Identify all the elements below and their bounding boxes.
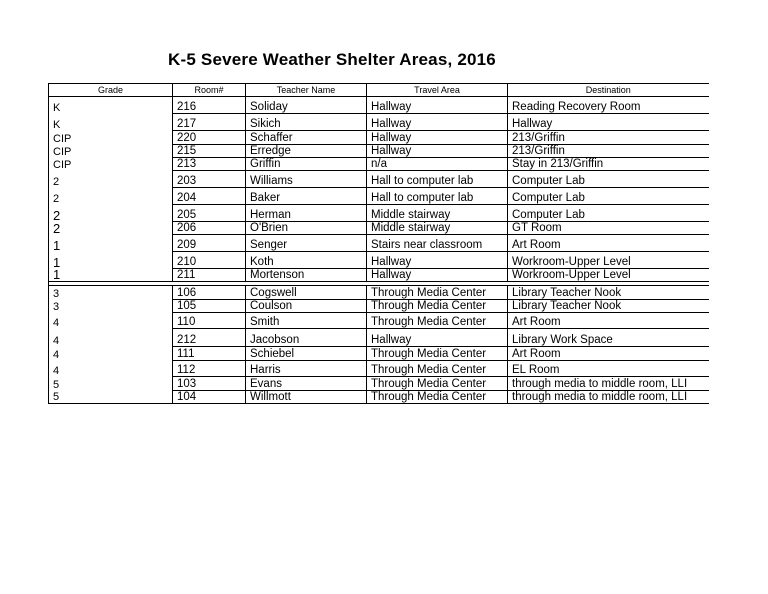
travel-area-cell: Hallway xyxy=(367,269,508,282)
destination-cell: Reading Recovery Room xyxy=(508,97,709,114)
teacher-cell: Harris xyxy=(246,361,367,377)
travel-area-cell: Through Media Center xyxy=(367,300,508,313)
destination-cell: Workroom-Upper Level xyxy=(508,269,709,282)
room-cell: 105 xyxy=(173,300,246,313)
room-cell: 220 xyxy=(173,131,246,145)
grade-cell: 4 xyxy=(49,361,173,377)
destination-cell: Computer Lab xyxy=(508,171,709,188)
grade-cell: 5 xyxy=(49,377,173,391)
teacher-cell: Herman xyxy=(246,205,367,222)
travel-area-cell: Through Media Center xyxy=(367,361,508,377)
travel-area-cell: Hallway xyxy=(367,97,508,114)
travel-area-cell: Hallway xyxy=(367,252,508,269)
teacher-cell: Cogswell xyxy=(246,286,367,300)
teacher-cell: Evans xyxy=(246,377,367,391)
grade-cell: 1 xyxy=(49,269,173,282)
room-cell: 210 xyxy=(173,252,246,269)
room-cell: 205 xyxy=(173,205,246,222)
destination-cell: Hallway xyxy=(508,114,709,131)
grade-cell: K xyxy=(49,97,173,114)
teacher-cell: Jacobson xyxy=(246,329,367,347)
grade-cell: 4 xyxy=(49,329,173,347)
teacher-cell: Willmott xyxy=(246,391,367,404)
destination-cell: Library Teacher Nook xyxy=(508,300,709,313)
travel-area-cell: Hall to computer lab xyxy=(367,171,508,188)
room-cell: 112 xyxy=(173,361,246,377)
travel-area-cell: Middle stairway xyxy=(367,205,508,222)
destination-cell: Computer Lab xyxy=(508,205,709,222)
destination-cell: GT Room xyxy=(508,222,709,235)
destination-cell: Workroom-Upper Level xyxy=(508,252,709,269)
travel-area-cell: n/a xyxy=(367,158,508,171)
travel-area-cell: Hallway xyxy=(367,329,508,347)
room-cell: 103 xyxy=(173,377,246,391)
column-header-room: Room# xyxy=(173,84,246,97)
room-cell: 110 xyxy=(173,313,246,329)
table-row xyxy=(49,188,709,205)
grade-cell: CIP xyxy=(49,131,173,145)
room-cell: 209 xyxy=(173,235,246,252)
grade-cell: CIP xyxy=(49,145,173,158)
travel-area-cell: Through Media Center xyxy=(367,313,508,329)
table-row xyxy=(49,235,709,252)
teacher-cell: Coulson xyxy=(246,300,367,313)
travel-area-cell: Through Media Center xyxy=(367,377,508,391)
room-cell: 212 xyxy=(173,329,246,347)
teacher-cell: Schiebel xyxy=(246,347,367,361)
table-row xyxy=(49,114,709,131)
teacher-cell: Griffin xyxy=(246,158,367,171)
table-row xyxy=(49,391,709,404)
destination-cell: Art Room xyxy=(508,347,709,361)
table-row xyxy=(49,347,709,361)
destination-cell: EL Room xyxy=(508,361,709,377)
grade-cell: 2 xyxy=(49,222,173,235)
destination-cell: through media to middle room, LLI xyxy=(508,377,709,391)
teacher-cell: Soliday xyxy=(246,97,367,114)
travel-area-cell: Middle stairway xyxy=(367,222,508,235)
destination-cell: 213/Griffin xyxy=(508,145,709,158)
destination-cell: Art Room xyxy=(508,313,709,329)
teacher-cell: O'Brien xyxy=(246,222,367,235)
travel-area-cell: Stairs near classroom xyxy=(367,235,508,252)
table-row xyxy=(49,329,709,347)
grade-cell: 2 xyxy=(49,205,173,222)
travel-area-cell: Through Media Center xyxy=(367,391,508,404)
room-cell: 104 xyxy=(173,391,246,404)
teacher-cell: Koth xyxy=(246,252,367,269)
header-row xyxy=(49,84,709,97)
teacher-cell: Baker xyxy=(246,188,367,205)
table-row xyxy=(49,97,709,114)
grade-cell: 3 xyxy=(49,300,173,313)
teacher-cell: Smith xyxy=(246,313,367,329)
grade-cell: 2 xyxy=(49,188,173,205)
grade-cell: 1 xyxy=(49,252,173,269)
room-cell: 106 xyxy=(173,286,246,300)
grade-cell: 4 xyxy=(49,347,173,361)
table-row xyxy=(49,286,709,300)
destination-cell: Library Work Space xyxy=(508,329,709,347)
table-row xyxy=(49,252,709,269)
grade-cell: 5 xyxy=(49,391,173,404)
table-row xyxy=(49,300,709,313)
destination-cell: 213/Griffin xyxy=(508,131,709,145)
table-row xyxy=(49,205,709,222)
shelter-table xyxy=(48,83,709,404)
travel-area-cell: Hallway xyxy=(367,131,508,145)
table-row xyxy=(49,222,709,235)
travel-area-cell: Through Media Center xyxy=(367,347,508,361)
travel-area-cell: Hall to computer lab xyxy=(367,188,508,205)
destination-cell: through media to middle room, LLI xyxy=(508,391,709,404)
column-header-teacher: Teacher Name xyxy=(246,84,367,97)
teacher-cell: Mortenson xyxy=(246,269,367,282)
teacher-cell: Erredge xyxy=(246,145,367,158)
table-row xyxy=(49,313,709,329)
grade-cell: 1 xyxy=(49,235,173,252)
destination-cell: Art Room xyxy=(508,235,709,252)
grade-cell: K xyxy=(49,114,173,131)
travel-area-cell: Hallway xyxy=(367,145,508,158)
table-row xyxy=(49,377,709,391)
teacher-cell: Schaffer xyxy=(246,131,367,145)
table-row xyxy=(49,269,709,282)
room-cell: 215 xyxy=(173,145,246,158)
grade-cell: 4 xyxy=(49,313,173,329)
table-row xyxy=(49,171,709,188)
room-cell: 111 xyxy=(173,347,246,361)
column-header-destination: Destination xyxy=(508,84,709,97)
column-header-grade: Grade xyxy=(49,84,173,97)
travel-area-cell: Hallway xyxy=(367,114,508,131)
table-row xyxy=(49,158,709,171)
room-cell: 216 xyxy=(173,97,246,114)
destination-cell: Stay in 213/Griffin xyxy=(508,158,709,171)
destination-cell: Library Teacher Nook xyxy=(508,286,709,300)
grade-cell: 3 xyxy=(49,286,173,300)
room-cell: 213 xyxy=(173,158,246,171)
teacher-cell: Senger xyxy=(246,235,367,252)
teacher-cell: Williams xyxy=(246,171,367,188)
grade-cell: 2 xyxy=(49,171,173,188)
table-row xyxy=(49,361,709,377)
room-cell: 217 xyxy=(173,114,246,131)
teacher-cell: Sikich xyxy=(246,114,367,131)
room-cell: 204 xyxy=(173,188,246,205)
room-cell: 211 xyxy=(173,269,246,282)
table-row xyxy=(49,131,709,145)
column-header-travel-area: Travel Area xyxy=(367,84,508,97)
room-cell: 206 xyxy=(173,222,246,235)
page-title: K-5 Severe Weather Shelter Areas, 2016 xyxy=(168,50,496,69)
table-row xyxy=(49,145,709,158)
travel-area-cell: Through Media Center xyxy=(367,286,508,300)
destination-cell: Computer Lab xyxy=(508,188,709,205)
room-cell: 203 xyxy=(173,171,246,188)
grade-cell: CIP xyxy=(49,158,173,171)
